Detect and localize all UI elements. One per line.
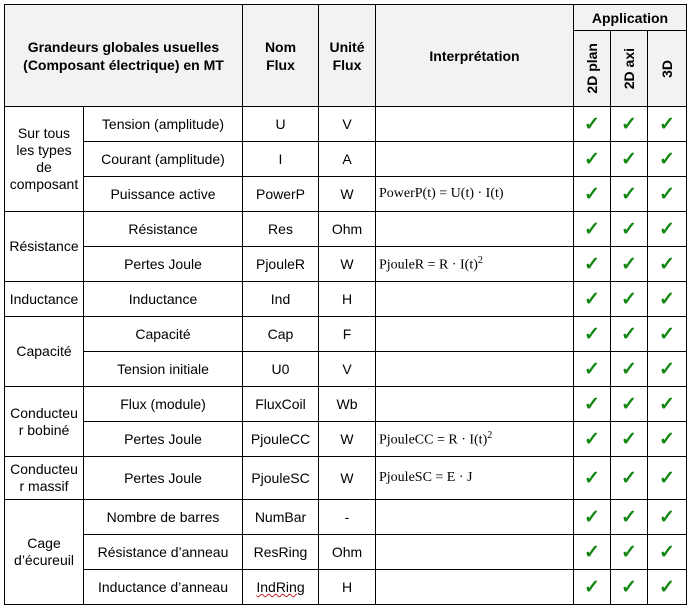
- group-cage-ecureuil: [5, 500, 84, 605]
- unit-cell: Ohm: [319, 212, 376, 247]
- check-icon: ✓: [659, 428, 675, 450]
- interpretation-cell: [376, 212, 574, 247]
- interpretation-cell: [376, 500, 574, 535]
- table-row: [5, 317, 687, 352]
- table-row: [5, 177, 687, 212]
- check-icon: ✓: [659, 576, 675, 598]
- table-row: [5, 247, 687, 282]
- unit-cell: Wb: [319, 387, 376, 422]
- unit-cell: V: [319, 107, 376, 142]
- check-icon: ✓: [659, 358, 675, 380]
- check-icon: ✓: [584, 323, 600, 345]
- interpretation-cell: [376, 247, 574, 282]
- check-icon: ✓: [621, 576, 637, 598]
- header-3d: 3D: [659, 59, 675, 78]
- group-line: r bobiné: [18, 421, 70, 438]
- header-application: Application: [574, 5, 687, 31]
- check-icon: ✓: [584, 576, 600, 598]
- group-line: d’écureuil: [14, 552, 74, 568]
- formula-exponent: 2: [487, 429, 493, 441]
- group-capacite: Capacité: [5, 317, 84, 387]
- check-icon: ✓: [621, 506, 637, 528]
- check-icon: ✓: [621, 288, 637, 310]
- check-icon: ✓: [659, 467, 675, 489]
- quantity-cell: Résistance d’anneau: [84, 535, 243, 570]
- quantity-cell: Inductance d’anneau: [84, 570, 243, 605]
- header-grandeurs-line2: (Composant électrique) en MT: [23, 56, 224, 73]
- check-icon: ✓: [659, 393, 675, 415]
- check-icon: ✓: [659, 506, 675, 528]
- header-nom-line1: Nom: [264, 38, 297, 55]
- check-icon: ✓: [621, 113, 637, 135]
- unit-cell: V: [319, 352, 376, 387]
- table-row: [5, 352, 687, 387]
- quantity-cell: Flux (module): [84, 387, 243, 422]
- name-cell: PowerP: [243, 177, 319, 212]
- header-unite-flux: [319, 5, 376, 107]
- header-nom-line2: Flux: [266, 56, 295, 73]
- interpretation-cell: [376, 535, 574, 570]
- check-icon: ✓: [621, 428, 637, 450]
- interpretation-cell: [376, 387, 574, 422]
- name-cell: I: [243, 142, 319, 177]
- check-icon: ✓: [621, 148, 637, 170]
- header-2d-axi: 2D axi: [621, 47, 637, 90]
- group-line: Sur tous: [17, 125, 71, 141]
- check-icon: ✓: [659, 253, 675, 275]
- header-2d-plan-cell: [574, 31, 611, 107]
- group-inductance: Inductance: [5, 282, 84, 317]
- group-line: Conducteu: [10, 404, 78, 421]
- check-icon: ✓: [659, 148, 675, 170]
- table-row: [5, 142, 687, 177]
- check-icon: ✓: [659, 183, 675, 205]
- check-icon: ✓: [584, 113, 600, 135]
- unit-cell: A: [319, 142, 376, 177]
- group-conducteur-bobine: [5, 387, 84, 457]
- name-cell: Ind: [243, 282, 319, 317]
- unit-cell: Ohm: [319, 535, 376, 570]
- formula-text: PjouleR = R · I(t): [379, 257, 478, 273]
- check-icon: ✓: [584, 253, 600, 275]
- check-icon: ✓: [621, 541, 637, 563]
- check-icon: ✓: [584, 506, 600, 528]
- name-cell: Res: [243, 212, 319, 247]
- interpretation-cell: [376, 570, 574, 605]
- interpretation-cell: [376, 352, 574, 387]
- interpretation-cell: [376, 422, 574, 457]
- header-grandeurs-line1: Grandeurs globales usuelles: [27, 38, 220, 55]
- check-icon: ✓: [584, 358, 600, 380]
- table-row: [5, 282, 687, 317]
- group-line: Conducteu: [10, 461, 78, 477]
- name-cell: PjouleCC: [243, 422, 319, 457]
- group-resistance: Résistance: [5, 212, 84, 282]
- group-line: les types: [16, 142, 72, 158]
- check-icon: ✓: [584, 428, 600, 450]
- table-row: [5, 387, 687, 422]
- name-cell: NumBar: [243, 500, 319, 535]
- quantity-cell: Tension (amplitude): [84, 107, 243, 142]
- table-row: [5, 212, 687, 247]
- quantity-cell: Pertes Joule: [84, 457, 243, 500]
- unit-cell: H: [319, 282, 376, 317]
- check-icon: ✓: [584, 288, 600, 310]
- check-icon: ✓: [659, 218, 675, 240]
- interpretation-cell: PowerP(t) = U(t) · I(t): [376, 177, 574, 212]
- check-icon: ✓: [659, 323, 675, 345]
- check-icon: ✓: [659, 288, 675, 310]
- header-3d-cell: [648, 31, 687, 107]
- check-icon: ✓: [621, 393, 637, 415]
- quantity-cell: Inductance: [84, 282, 243, 317]
- group-conducteur-massif: [5, 457, 84, 500]
- name-cell: PjouleSC: [243, 457, 319, 500]
- check-icon: ✓: [584, 467, 600, 489]
- unit-cell: F: [319, 317, 376, 352]
- name-cell: [243, 570, 319, 605]
- check-icon: ✓: [659, 541, 675, 563]
- unit-cell: W: [319, 247, 376, 282]
- name-cell: Cap: [243, 317, 319, 352]
- check-icon: ✓: [621, 467, 637, 489]
- quantity-cell: Tension initiale: [84, 352, 243, 387]
- check-icon: ✓: [621, 323, 637, 345]
- check-icon: ✓: [659, 113, 675, 135]
- header-grandeurs: [5, 5, 243, 107]
- header-interpretation: Interprétation: [376, 5, 574, 107]
- quantity-cell: Nombre de barres: [84, 500, 243, 535]
- unit-cell: W: [319, 177, 376, 212]
- group-line: de: [36, 159, 52, 175]
- header-2d-axi-cell: [611, 31, 648, 107]
- quantity-cell: Pertes Joule: [84, 247, 243, 282]
- interpretation-cell: [376, 282, 574, 317]
- unit-cell: W: [319, 457, 376, 500]
- name-text: IndRing: [256, 579, 305, 595]
- name-cell: U: [243, 107, 319, 142]
- table-row: [5, 107, 687, 142]
- table-row: [5, 570, 687, 605]
- quantity-cell: Capacité: [84, 317, 243, 352]
- interpretation-cell: [376, 142, 574, 177]
- name-cell: FluxCoil: [243, 387, 319, 422]
- name-cell: U0: [243, 352, 319, 387]
- check-icon: ✓: [621, 253, 637, 275]
- table-row: [5, 457, 687, 500]
- group-line: composant: [9, 176, 79, 192]
- interpretation-cell: PjouleSC = E · J: [376, 457, 574, 500]
- quantity-cell: Puissance active: [84, 177, 243, 212]
- table-row: [5, 422, 687, 457]
- quantity-cell: Courant (amplitude): [84, 142, 243, 177]
- header-nom-flux: [243, 5, 319, 107]
- group-line: Cage: [27, 535, 61, 551]
- group-line: r massif: [19, 478, 69, 494]
- quantities-table: [4, 4, 687, 605]
- check-icon: ✓: [621, 358, 637, 380]
- check-icon: ✓: [584, 148, 600, 170]
- interpretation-cell: [376, 317, 574, 352]
- name-cell: ResRing: [243, 535, 319, 570]
- quantity-cell: Résistance: [84, 212, 243, 247]
- formula-text: PjouleCC = R · I(t): [379, 432, 488, 448]
- unit-cell: W: [319, 422, 376, 457]
- unit-cell: -: [319, 500, 376, 535]
- group-all-components: [5, 107, 84, 212]
- unit-cell: H: [319, 570, 376, 605]
- quantity-cell: Pertes Joule: [84, 422, 243, 457]
- table-row: [5, 535, 687, 570]
- interpretation-cell: [376, 107, 574, 142]
- check-icon: ✓: [621, 183, 637, 205]
- table-row: [5, 500, 687, 535]
- check-icon: ✓: [584, 393, 600, 415]
- formula-exponent: 2: [477, 254, 483, 266]
- header-2d-plan: 2D plan: [584, 43, 600, 94]
- check-icon: ✓: [584, 541, 600, 563]
- check-icon: ✓: [584, 183, 600, 205]
- header-unite-line2: Flux: [332, 56, 362, 73]
- check-icon: ✓: [621, 218, 637, 240]
- check-icon: ✓: [584, 218, 600, 240]
- name-cell: PjouleR: [243, 247, 319, 282]
- header-unite-line1: Unité: [329, 38, 365, 55]
